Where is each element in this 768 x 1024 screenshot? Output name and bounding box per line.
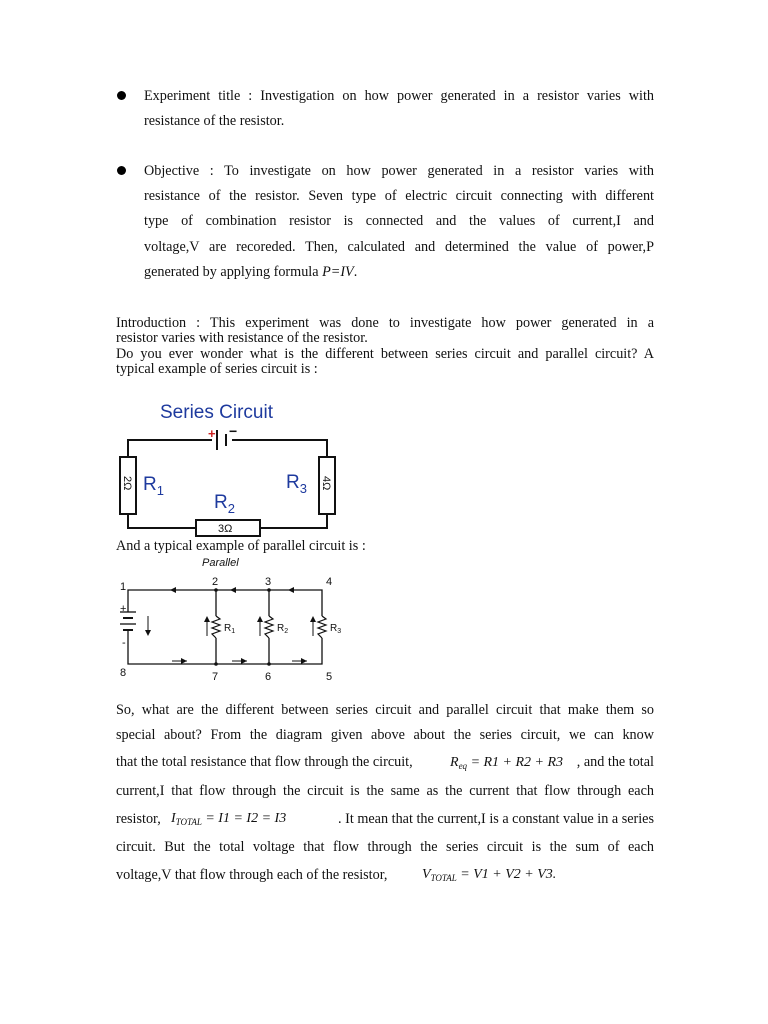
arrow-down-icon	[145, 616, 151, 636]
node-8-label: 8	[120, 667, 127, 679]
battery-plus-sign: +	[120, 603, 127, 615]
introduction-line: Do you ever wonder what is the different between series circuit and parallel circuit? A	[116, 345, 654, 362]
conclusion-text: , and the total	[576, 754, 654, 770]
arrow-left-icon	[170, 587, 185, 593]
conclusion-line	[116, 861, 654, 889]
objective-line: resistance of the resistor. Seven type of electric circuit connecting with different	[144, 188, 654, 205]
power-formula: P=IV	[322, 263, 354, 280]
objective-paragraph	[144, 159, 654, 285]
arrow-left-icon	[288, 587, 303, 593]
node-7-label: 7	[212, 671, 219, 683]
arrow-left-icon	[230, 587, 245, 593]
introduction-line: typical example of series circuit is :	[116, 360, 318, 377]
conclusion-paragraph	[116, 698, 654, 889]
equation-req: $R_{eq} = R1 + R2 + R3$	[450, 755, 564, 771]
conclusion-line: circuit. But the total voltage that flow through the series circuit is the sum of each	[116, 839, 654, 855]
node-1-label: 1	[120, 581, 127, 593]
resistor-r3-label: $R_3$	[330, 623, 342, 635]
objective-line: voltage,V are recoreded. Then, calculated and determined the value of power,P	[144, 238, 654, 255]
objective-period: .	[353, 263, 358, 280]
resistor-r3-value: 4Ω	[320, 476, 332, 491]
node-3-label: 3	[265, 576, 272, 588]
arrow-right-icon	[292, 658, 307, 664]
parallel-title: Parallel	[202, 557, 239, 569]
arrow-right-icon	[172, 658, 187, 664]
resistor-r1-value: 2Ω	[121, 476, 133, 491]
conclusion-text: resistor,	[116, 811, 161, 827]
series-circuit-diagram	[110, 396, 350, 538]
conclusion-text: that the total resistance that flow through the circuit,	[116, 754, 413, 770]
conclusion-text: voltage,V that flow through each of the resistor,	[116, 867, 388, 883]
parallel-intro-text: And a typical example of parallel circuit is :	[116, 538, 366, 554]
battery-minus-sign: -	[122, 637, 126, 649]
resistor-r1-symbol	[204, 616, 220, 638]
equation-itotal: $I_{TOTAL} = I1 = I2 = I3$	[171, 811, 287, 827]
arrow-right-icon	[232, 658, 247, 664]
resistor-r1-label: $R_1$	[143, 474, 164, 498]
conclusion-line	[116, 748, 654, 777]
introduction-line: resistor varies with resistance of the resistor.	[116, 330, 368, 347]
parallel-circuit-diagram	[110, 554, 360, 686]
bullet-dot	[117, 91, 126, 100]
series-circuit-title: Series Circuit	[160, 402, 273, 423]
bullet-dot	[117, 166, 126, 175]
objective-text: generated by applying formula	[144, 263, 323, 280]
resistor-r1-label: $R_1$	[224, 623, 236, 635]
battery-minus-sign: −	[229, 423, 238, 439]
experiment-title-line: resistance of the resistor.	[144, 113, 285, 130]
resistor-r3-symbol	[310, 616, 326, 638]
node-6-label: 6	[265, 671, 272, 683]
conclusion-line: So, what are the different between series circuit and parallel circuit that make them so	[116, 702, 654, 718]
objective-line: type of combination resistor is connected and the values of current,I and	[144, 213, 654, 230]
resistor-r2-label: $R_2$	[214, 492, 235, 516]
resistor-r2-label: $R_2$	[277, 623, 289, 635]
node-2-label: 2	[212, 576, 219, 588]
conclusion-text: . It mean that the current,I is a constant value in a series	[338, 811, 654, 827]
node-5-label: 5	[326, 671, 333, 683]
experiment-title-paragraph	[144, 84, 654, 134]
introduction-line: Introduction : This experiment was done to investigate how power generated in a	[116, 315, 654, 331]
resistor-r3-label: $R_3$	[286, 472, 307, 496]
objective-line	[144, 260, 654, 285]
conclusion-line	[116, 805, 654, 833]
experiment-title-line: Experiment title : Investigation on how power generated in a resistor varies with	[144, 88, 654, 104]
conclusion-line: special about? From the diagram given above about the series circuit, we can know	[116, 727, 654, 743]
conclusion-line: current,I that flow through the circuit is the same as the current that flow through each	[116, 783, 654, 799]
resistor-r2-symbol	[257, 616, 273, 638]
battery-plus-sign: +	[208, 426, 216, 441]
node-4-label: 4	[326, 576, 333, 588]
equation-vtotal: $V_{TOTAL} = V1 + V2 + V3$.	[422, 867, 557, 883]
resistor-r2-value: 3Ω	[218, 523, 233, 535]
introduction-paragraph	[116, 316, 654, 377]
objective-line: Objective : To investigate on how power generated in a resistor varies with	[144, 163, 654, 179]
